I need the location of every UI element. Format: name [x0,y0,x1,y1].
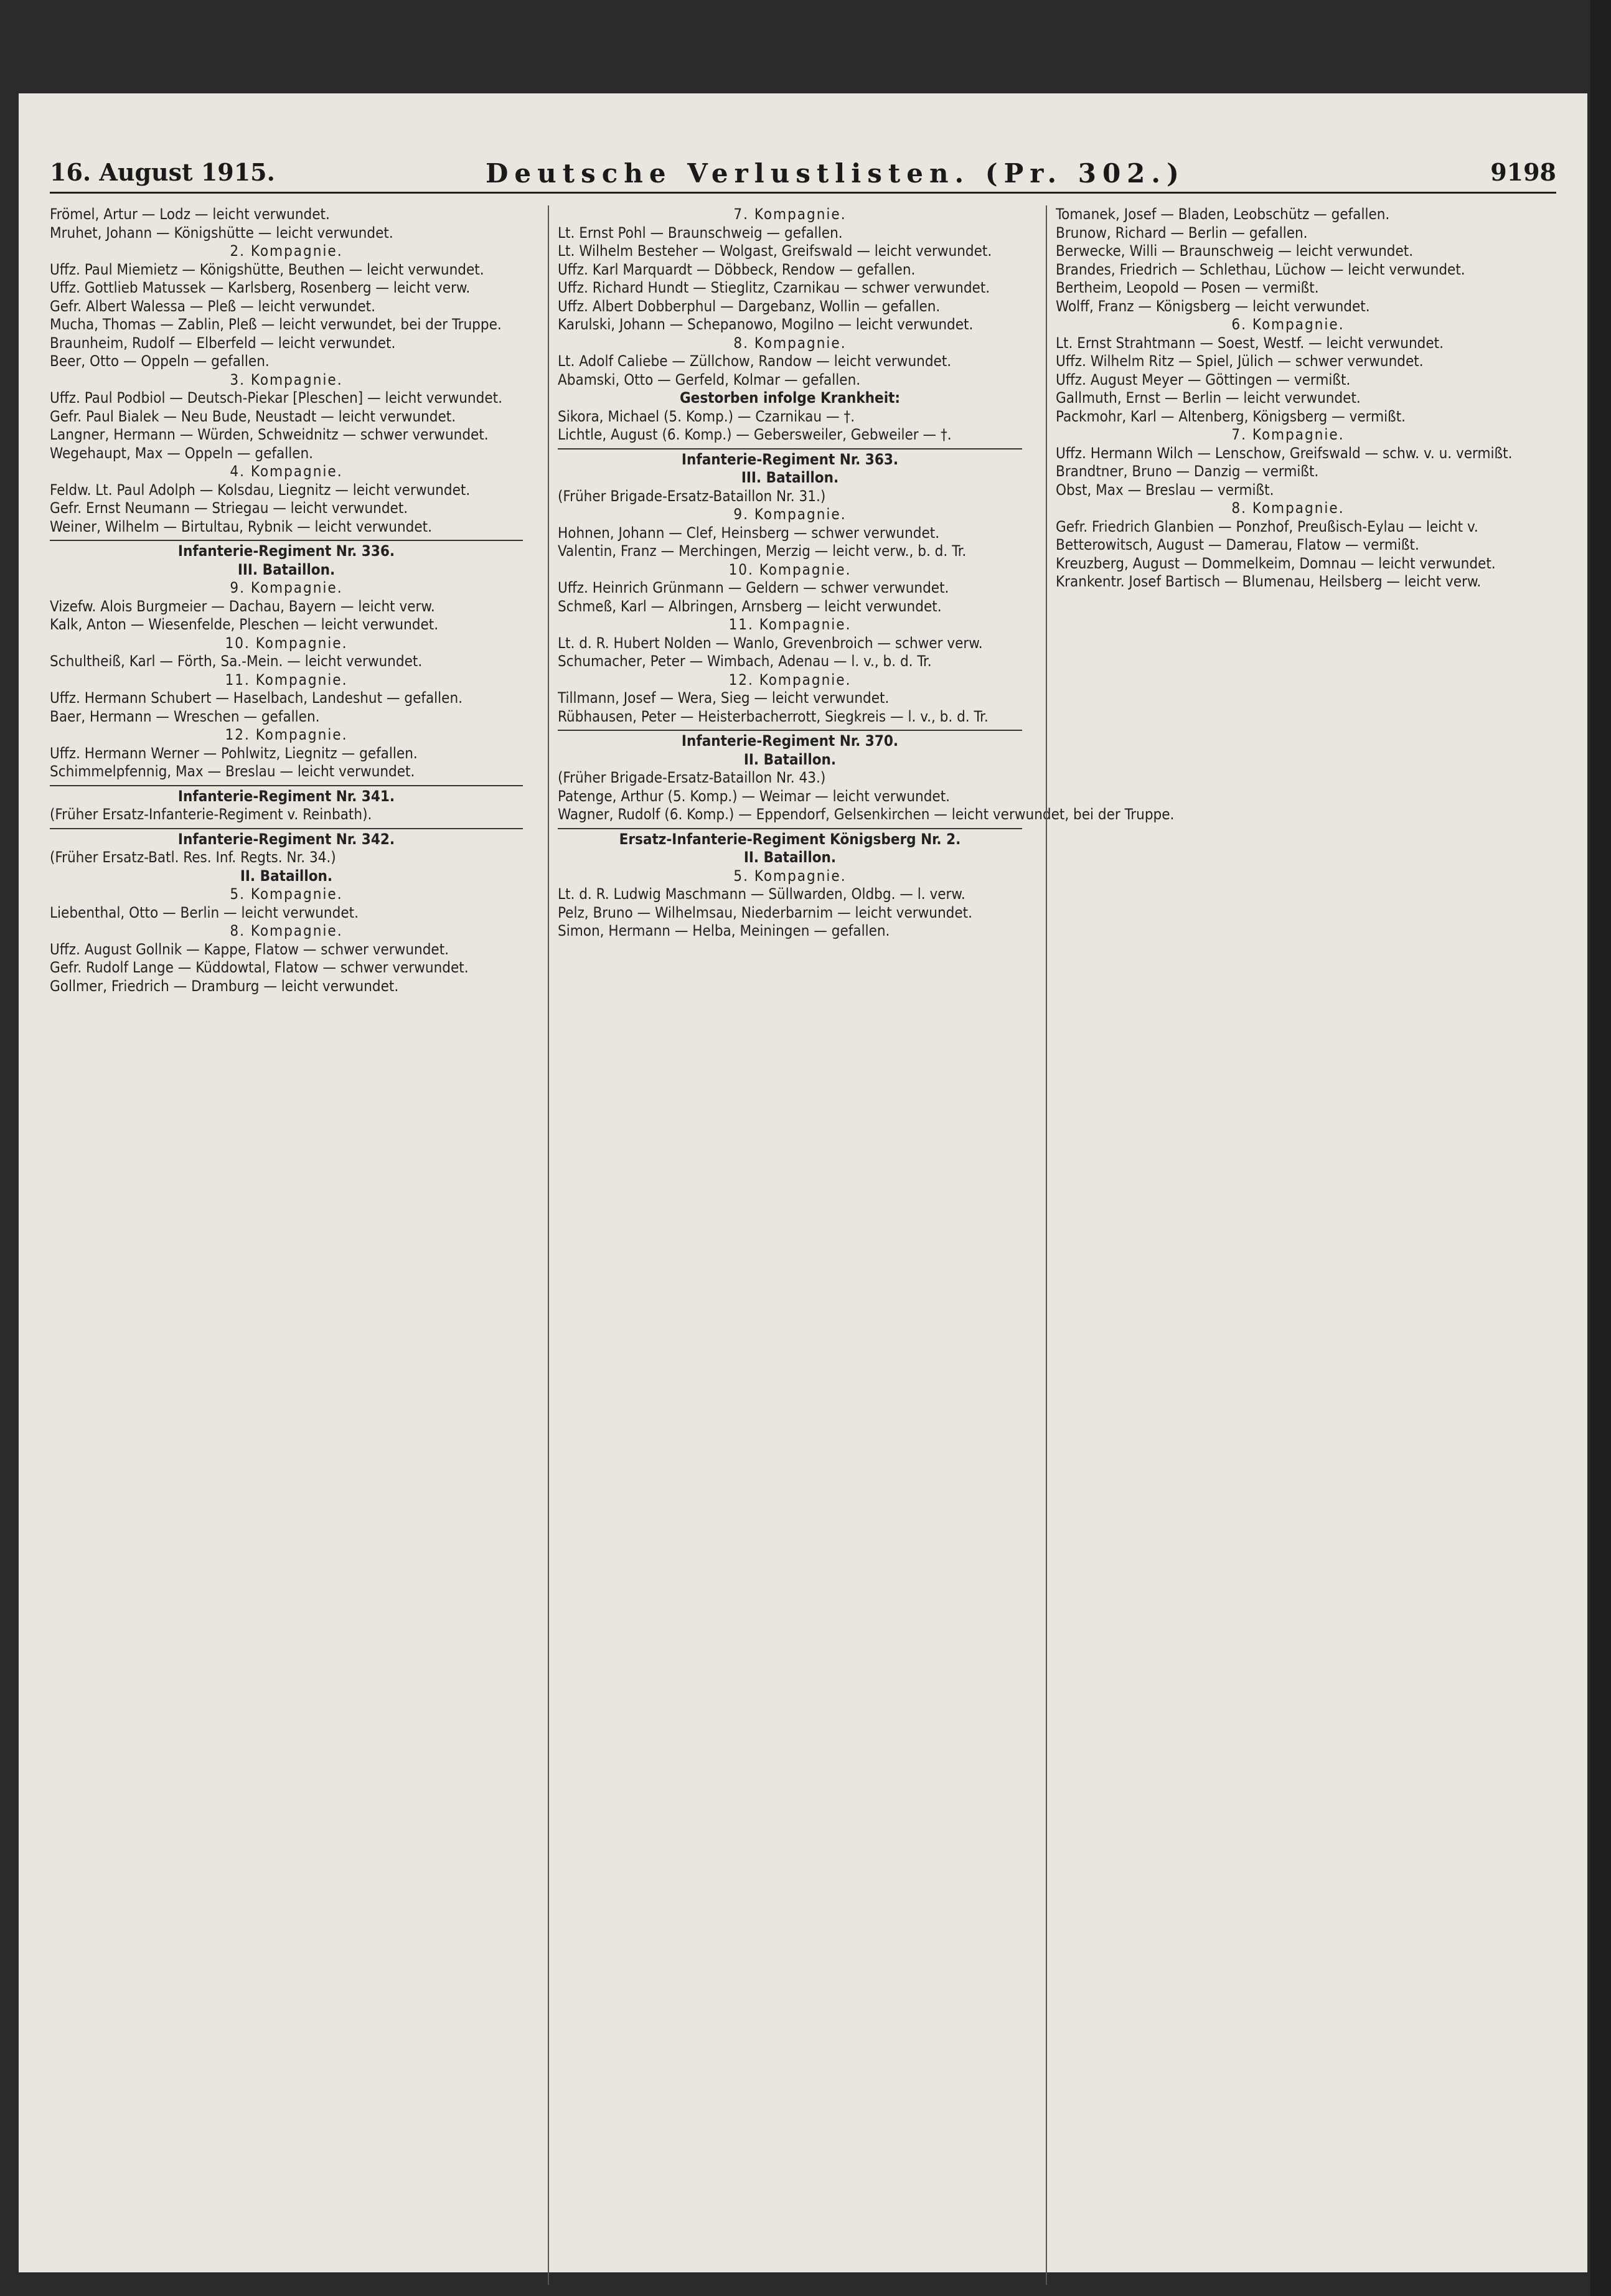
casualty-entry: (Früher Ersatz-Infanterie-Regiment v. Reinbath). [50,806,372,823]
casualty-entry: Lt. Ernst Strahtmann — Soest, Westf. — leicht verwundet. [1056,334,1444,352]
casualty-entry: Rübhausen, Peter — Heisterbacherrott, Siegkreis — l. v., b. d. Tr. [558,707,989,725]
company-heading: 12. Kompagnie. [728,670,852,689]
casualty-entry: Gefr. Friedrich Glanbien — Ponzhof, Preußisch-Eylau — leicht v. [1056,517,1478,535]
company-heading: 10. Kompagnie. [728,560,852,578]
casualty-entry: Brandtner, Bruno — Danzig — vermißt. [1056,463,1319,480]
casualty-entry: Tomanek, Josef — Bladen, Leobschütz — gefallen. [1056,205,1390,223]
header-page-number: 9198 [1490,158,1556,186]
casualty-entry: Uffz. Karl Marquardt — Döbbeck, Rendow — gefallen. [558,260,916,278]
casualty-entry: Krankentr. Josef Bartisch — Blumenau, Heilsberg — leicht verw. [1056,573,1482,590]
company-heading: 8. Kompagnie. [733,334,847,352]
casualty-entry: (Früher Brigade-Ersatz-Bataillon Nr. 43.) [558,769,826,786]
casualty-entry: Uffz. Richard Hundt — Stieglitz, Czarnikau — schwer verwundet. [558,279,990,296]
casualty-entry: Patenge, Arthur (5. Komp.) — Weimar — leicht verwundet. [558,787,951,805]
casualty-entry: Schimmelpfennig, Max — Breslau — leicht verwundet. [50,763,415,780]
casualty-entry: Obst, Max — Breslau — vermißt. [1056,481,1274,499]
casualty-entry: Lichtle, August (6. Komp.) — Gebersweiler, Gebweiler — †. [558,426,952,443]
battalion-heading: II. Bataillon. [743,750,837,768]
casualty-entry: Karulski, Johann — Schepanowo, Mogilno — leicht verwundet. [558,316,974,333]
casualty-entry: Gefr. Ernst Neumann — Striegau — leicht verwundet. [50,499,408,517]
casualty-entry: Pelz, Bruno — Wilhelmsau, Niederbarnim — leicht verwundet. [558,903,972,921]
casualty-entry: Uffz. Hermann Wilch — Lenschow, Greifswald — schw. v. u. vermißt. [1056,444,1513,462]
casualty-entry: Schumacher, Peter — Wimbach, Adenau — l. v., b. d. Tr. [558,652,932,670]
casualty-entry: Gallmuth, Ernst — Berlin — leicht verwundet. [1056,389,1361,407]
casualty-entry: Schultheiß, Karl — Förth, Sa.-Mein. — leicht verwundet. [50,652,423,670]
casualty-entry: Langner, Hermann — Würden, Schweidnitz — schwer verwundet. [50,426,489,443]
casualty-entry: Abamski, Otto — Gerfeld, Kolmar — gefallen. [558,370,861,388]
company-heading: 2. Kompagnie. [230,242,343,260]
casualty-entry: Liebenthal, Otto — Berlin — leicht verwundet. [50,903,359,921]
casualty-entry: Uffz. Paul Miemietz — Königshütte, Beuthen — leicht verwundet. [50,260,484,278]
regiment-heading: Infanterie-Regiment Nr. 341. [50,785,523,806]
casualty-entry: Simon, Hermann — Helba, Meiningen — gefallen. [558,922,890,939]
casualty-entry: Braunheim, Rudolf — Elberfeld — leicht verwundet. [50,334,396,352]
company-heading: 8. Kompagnie. [230,922,343,939]
casualty-entry: Feldw. Lt. Paul Adolph — Kolsdau, Liegnitz — leicht verwundet. [50,481,471,499]
casualty-entry: Vizefw. Alois Burgmeier — Dachau, Bayern — leicht verw. [50,597,435,615]
company-heading: 12. Kompagnie. [225,726,348,743]
casualty-entry: Brandes, Friedrich — Schlethau, Lüchow — leicht verwundet. [1056,260,1465,278]
regiment-heading: Infanterie-Regiment Nr. 336. [50,540,523,561]
header-title: Deutsche Verlustlisten. (Pr. 302.) [486,158,1185,189]
casualty-entry: (Früher Brigade-Ersatz-Bataillon Nr. 31.) [558,487,826,505]
casualty-entry: Beer, Otto — Oppeln — gefallen. [50,352,270,370]
casualty-entry: Uffz. August Meyer — Göttingen — vermißt. [1056,370,1351,388]
casualty-entry: Uffz. Gottlieb Matussek — Karlsberg, Rosenberg — leicht verw. [50,279,471,296]
casualty-entry: Wagner, Rudolf (6. Komp.) — Eppendorf, Gelsenkirchen — leicht verwundet, bei der Truppe. [558,806,1175,823]
company-heading: 7. Kompagnie. [1231,426,1345,443]
casualty-entry: Betterowitsch, August — Damerau, Flatow — vermißt. [1056,536,1419,553]
company-heading: 11. Kompagnie. [225,670,348,689]
battalion-heading: Gestorben infolge Krankheit: [679,389,901,407]
casualty-entry: Tillmann, Josef — Wera, Sieg — leicht verwundet. [558,689,890,707]
company-heading: 5. Kompagnie. [230,885,343,903]
casualty-entry: Uffz. Wilhelm Ritz — Spiel, Jülich — schwer verwundet. [1056,352,1424,370]
casualty-entry: Lt. Wilhelm Besteher — Wolgast, Greifswald — leicht verwundet. [558,242,992,260]
header-date: 16. August 1915. [50,158,275,186]
casualty-entry: Wolff, Franz — Königsberg — leicht verwundet. [1056,297,1370,315]
company-heading: 10. Kompagnie. [225,634,348,652]
company-heading: 9. Kompagnie. [230,579,343,596]
company-heading: 9. Kompagnie. [733,506,847,523]
casualty-entry: Uffz. Albert Dobberphul — Dargebanz, Wollin — gefallen. [558,297,941,315]
casualty-entry: Mucha, Thomas — Zablin, Pleß — leicht verwundet, bei der Truppe. [50,316,502,333]
casualty-entry: Gollmer, Friedrich — Dramburg — leicht verwundet. [50,977,399,995]
page-header [50,154,1556,194]
company-heading: 8. Kompagnie. [1231,499,1345,517]
casualty-entry: Bertheim, Leopold — Posen — vermißt. [1056,279,1319,296]
casualty-entry: Packmohr, Karl — Altenberg, Königsberg — vermißt. [1056,407,1406,425]
company-heading: 4. Kompagnie. [230,463,343,480]
casualty-entry: Schmeß, Karl — Albringen, Arnsberg — leicht verwundet. [558,597,942,615]
casualty-entry: Lt. d. R. Ludwig Maschmann — Süllwarden, Oldbg. — l. verw. [558,885,965,903]
casualty-entry: (Früher Ersatz-Batl. Res. Inf. Regts. Nr. 34.) [50,849,336,866]
casualty-entry: Brunow, Richard — Berlin — gefallen. [1056,223,1308,242]
company-heading: 5. Kompagnie. [733,867,847,885]
casualty-entry: Valentin, Franz — Merchingen, Merzig — leicht verw., b. d. Tr. [558,542,967,560]
casualty-entry: Lt. d. R. Hubert Nolden — Wanlo, Grevenbroich — schwer verw. [558,634,983,652]
casualty-entry: Uffz. Hermann Schubert — Haselbach, Landeshut — gefallen. [50,689,463,707]
column-3 [1046,205,1520,2285]
casualty-entry: Kreuzberg, August — Dommelkeim, Domnau — leicht verwundet. [1056,554,1496,572]
casualty-entry: Gefr. Rudolf Lange — Küddowtal, Flatow — schwer verwundet. [50,959,469,976]
regiment-heading: Ersatz-Infanterie-Regiment Königsberg Nr. 2. [558,828,1022,849]
company-heading: 6. Kompagnie. [1231,316,1345,333]
casualty-entry: Mruhet, Johann — Königshütte — leicht verwundet. [50,223,393,242]
casualty-entry: Uffz. Paul Podbiol — Deutsch-Piekar [Pleschen] — leicht verwundet. [50,389,502,407]
battalion-heading: III. Bataillon. [741,469,839,486]
regiment-heading: Infanterie-Regiment Nr. 342. [50,828,523,849]
casualty-entry: Frömel, Artur — Lodz — leicht verwundet. [50,205,330,223]
casualty-entry: Gefr. Paul Bialek — Neu Bude, Neustadt — leicht verwundet. [50,407,456,425]
company-heading: 3. Kompagnie. [230,370,343,388]
casualty-entry: Wegehaupt, Max — Oppeln — gefallen. [50,444,314,462]
casualty-entry: Kalk, Anton — Wiesenfelde, Pleschen — leicht verwundet. [50,616,439,633]
battalion-heading: II. Bataillon. [743,849,837,866]
regiment-heading: Infanterie-Regiment Nr. 363. [558,448,1022,469]
casualty-entry: Hohnen, Johann — Clef, Heinsberg — schwer verwundet. [558,524,940,542]
casualty-entry: Baer, Hermann — Wreschen — gefallen. [50,707,320,725]
casualty-entry: Uffz. Hermann Werner — Pohlwitz, Liegnitz — gefallen. [50,744,418,762]
regiment-heading: Infanterie-Regiment Nr. 370. [558,730,1022,751]
company-heading: 11. Kompagnie. [728,616,852,633]
company-heading: 7. Kompagnie. [733,205,847,223]
casualty-entry: Lt. Ernst Pohl — Braunschweig — gefallen. [558,223,843,242]
casualty-entry: Uffz. Heinrich Grünmann — Geldern — schwer verwundet. [558,579,949,596]
casualty-entry: Uffz. August Gollnik — Kappe, Flatow — schwer verwundet. [50,940,449,958]
casualty-entry: Berwecke, Willi — Braunschweig — leicht verwundet. [1056,242,1414,260]
casualty-entry: Sikora, Michael (5. Komp.) — Czarnikau — †. [558,407,855,425]
battalion-heading: II. Bataillon. [240,867,333,885]
casualty-entry: Weiner, Wilhelm — Birtultau, Rybnik — leicht verwundet. [50,517,432,535]
column-1 [50,205,523,2285]
battalion-heading: III. Bataillon. [237,560,336,578]
casualty-entry: Gefr. Albert Walessa — Pleß — leicht verwundet. [50,297,375,315]
scan-edge [1590,0,1611,2296]
casualty-entry: Lt. Adolf Caliebe — Züllchow, Randow — leicht verwundet. [558,352,952,370]
